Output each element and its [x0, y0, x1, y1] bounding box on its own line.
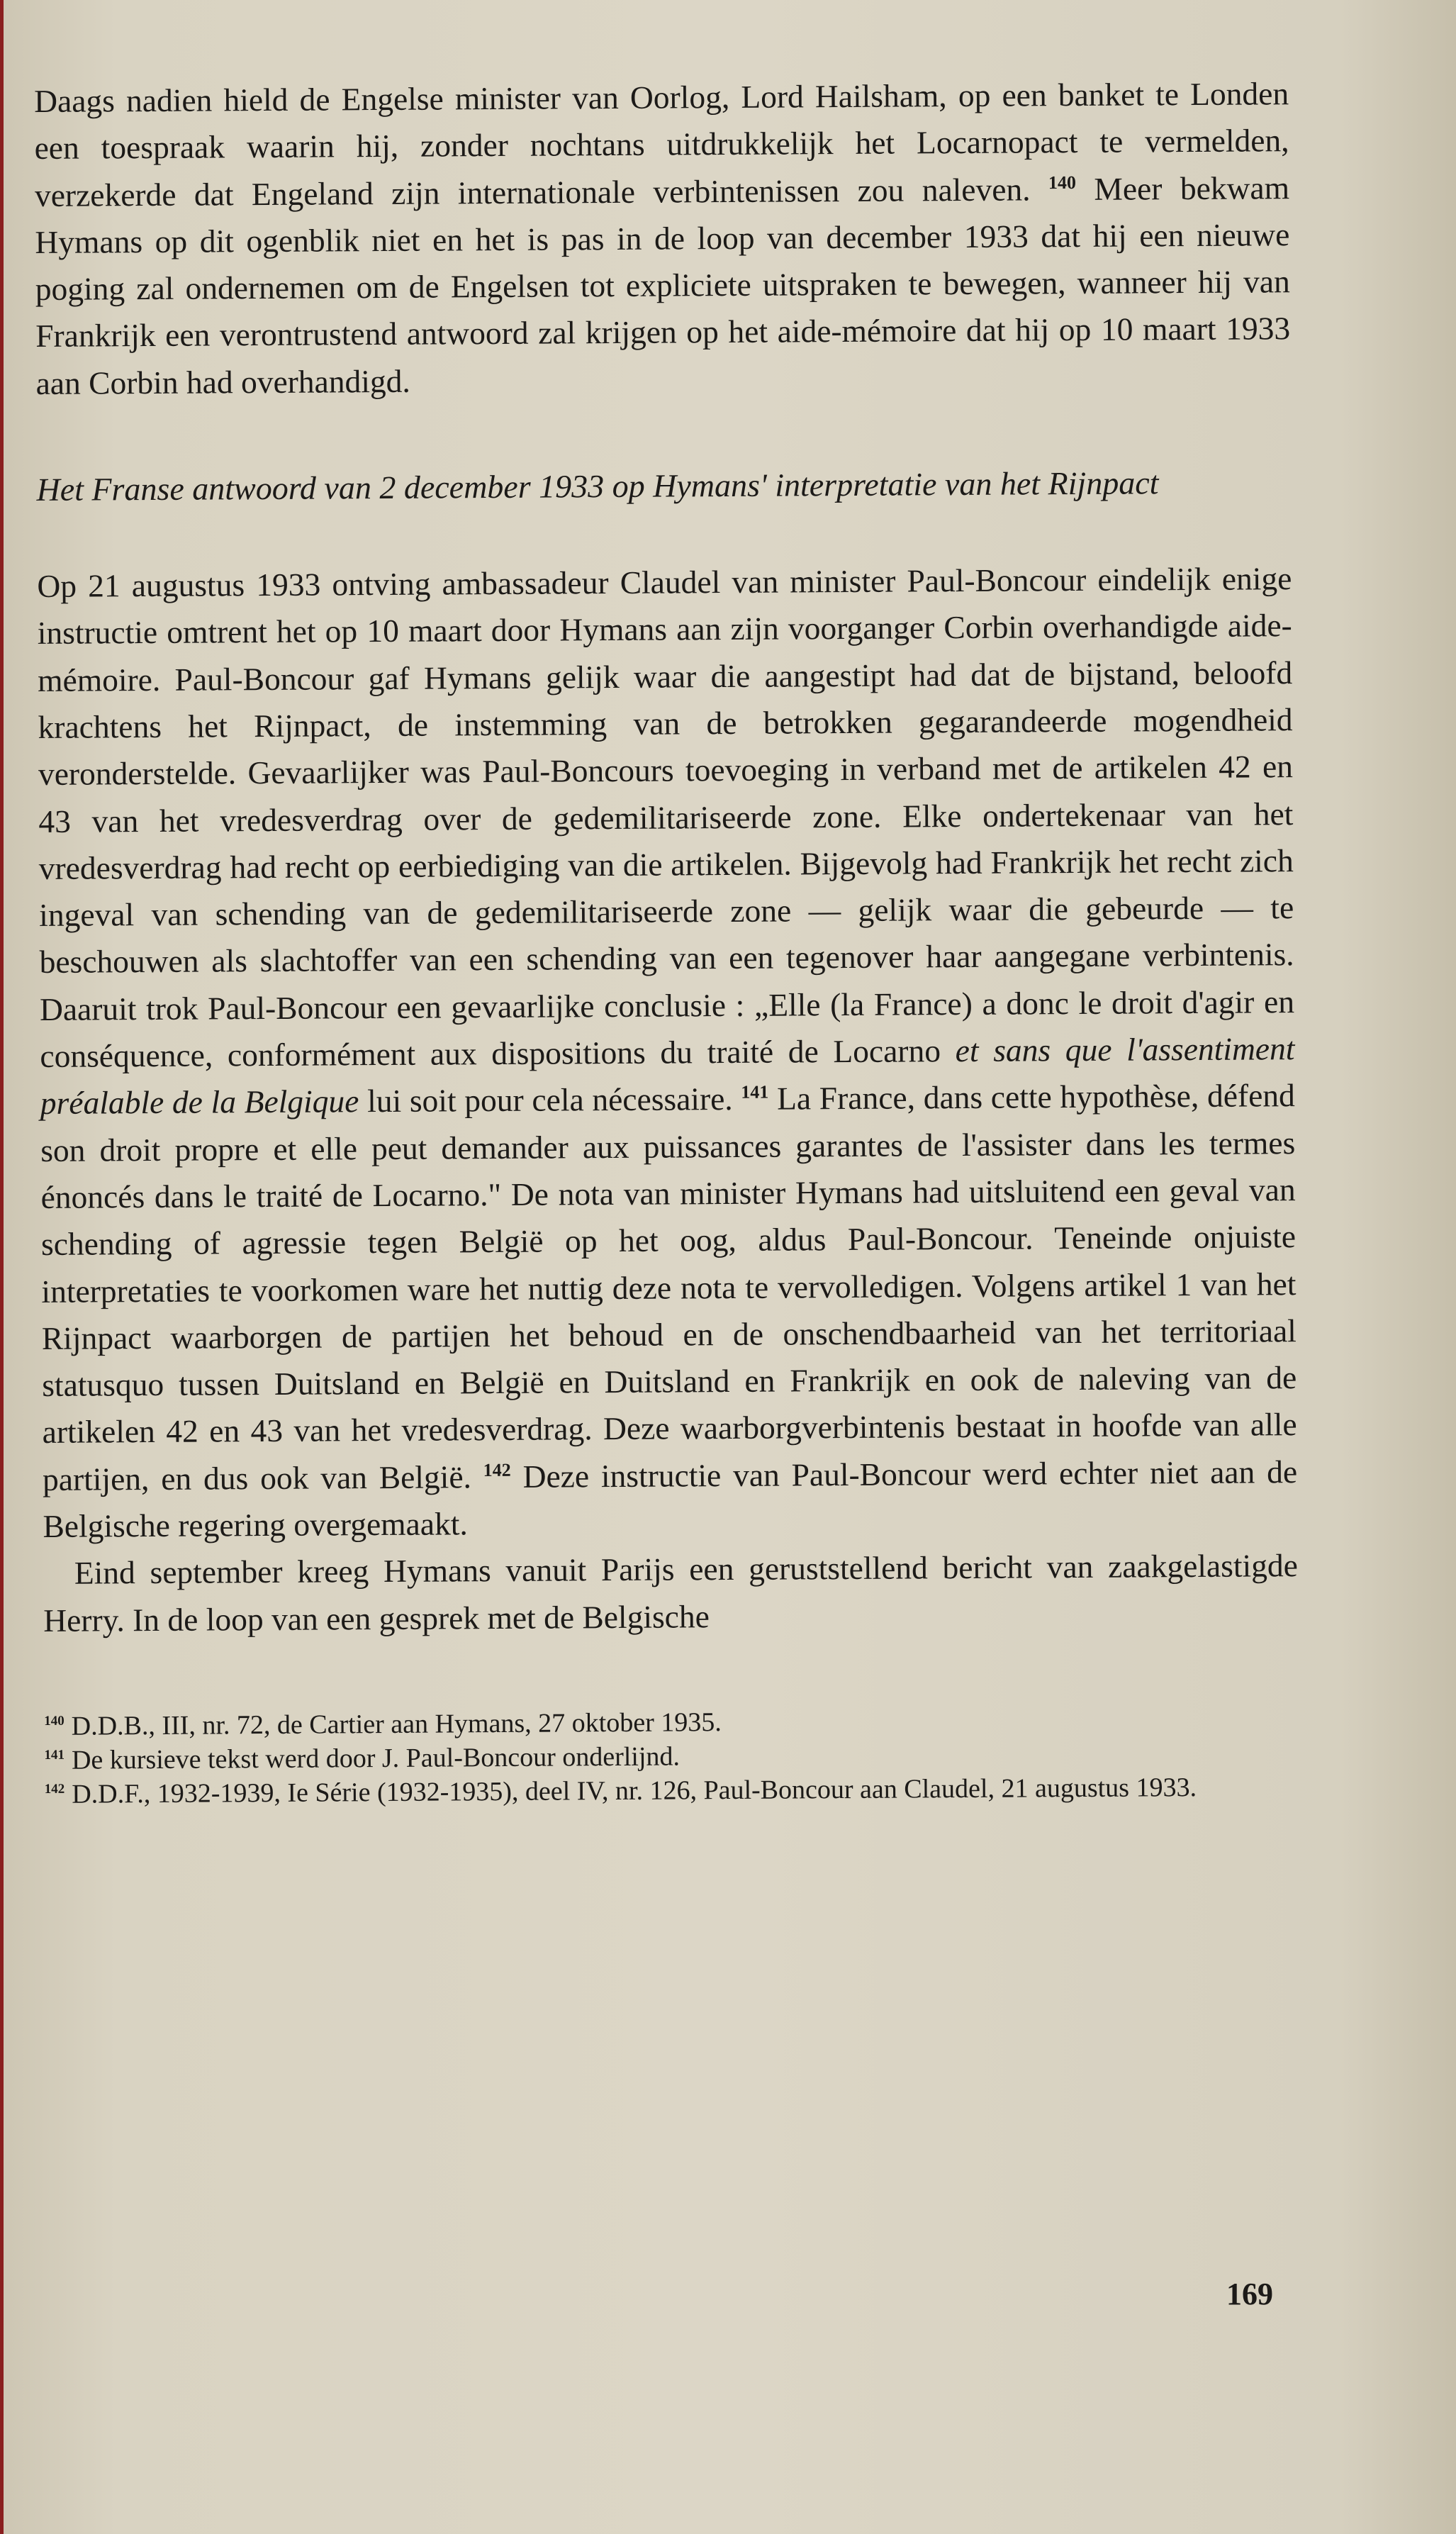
- footnote-ref-140: 140: [1048, 172, 1077, 193]
- paragraph-2-italic-quote: et sans que l'assentiment préalable de la Belgique: [40, 1030, 1295, 1122]
- paragraph-2-text-a: Op 21 augustus 1933 ontving ambassadeur Claudel van minister Paul-Boncour eindelijk enige instructie omtrent het op 10 maart door Hymans aan zijn voorganger Corbin overhandigde aide-mémoire. Paul-Boncour gaf Hymans gelijk waar die aangestipt had dat de bijstand, beloofd krachtens het Rijnpact, de instemming van de betrokken gegarandeerde mogendheid veronderstelde. Gevaarlijker was Paul-Boncours toevoeging in verband met de artikelen 42 en 43 van het vredesverdrag over de gedemilitariseerde zone. Elke ondertekenaar van het vredesverdrag had recht op eerbiediging van die artikelen. Bijgevolg had Frankrijk het recht zich ingeval van schending van de gedemilitariseerde zone — gelijk waar die gebeurde — te beschouwen als slachtoffer van een schending van een tegenover haar aangegane verbintenis. Daaruit trok Paul-Boncour een gevaarlijke conclusie : „Elle (la France) a donc le droit d'agir en conséquence, conformément aux dispositions du traité de Locarno: [37, 560, 1295, 1075]
- footnote-text: D.D.F., 1932-1939, Ie Série (1932-1935), deel IV, nr. 126, Paul-Boncour aan Claudel, 21 augustus 1933.: [72, 1772, 1197, 1809]
- page-number: 169: [1226, 2277, 1273, 2311]
- paragraph-1-text: Daags nadien hield de Engelse minister van Oorlog, Lord Hailsham, op een banket te Londen een toespraak waarin hij, zonder nochtans uitdrukkelijk het Locarnopact te vermelden, verzekerde dat Engeland zijn internationale verbintenissen zou naleven.: [34, 75, 1289, 213]
- paragraph-1-text-cont: Meer bekwam Hymans op dit ogenblik niet en het is pas in de loop van december 1933 dat hij een nieuwe poging zal ondernemen om de Engelsen tot expliciete uitspraken te bewegen, wanneer hij van Frankrijk een verontrustend antwoord zal krijgen op het aide-mémoire dat hij op 10 maart 1933 aan Corbin had overhandigd.: [35, 169, 1291, 401]
- footnote-number: 142: [44, 1782, 65, 1797]
- paragraph-2-text-d: Deze instructie van Paul-Boncour werd echter niet aan de Belgische regering overgemaakt.: [43, 1453, 1298, 1544]
- footnote-ref-141: 141: [741, 1081, 769, 1103]
- footnote-text: De kursieve tekst werd door J. Paul-Boncour onderlijnd.: [71, 1741, 681, 1775]
- footnote-ref-142: 142: [483, 1459, 511, 1480]
- paragraph-2-text-c: La France, dans cette hypothèse, défend son droit propre et elle peut demander aux puissances garantes de l'assister dans les termes énoncés dans le traité de Locarno." De nota van minister Hymans had uitsluitend een geval van schending of agressie tegen België op het oog, aldus Paul-Boncour. Teneinde onjuiste interpretaties te voorkomen ware het nuttig deze nota te vervolledigen. Volgens artikel 1 van het Rijnpact waarborgen de partijen het behoud en de onschendbaarheid van het territoriaal statusquo tussen Duitsland en België en Duitsland en Frankrijk en ook de naleving van de artikelen 42 en 43 van het vredesverdrag. Deze waarborgverbintenis bestaat in hoofde van alle partijen, en dus ook van België.: [40, 1077, 1297, 1497]
- section-heading: Het Franse antwoord van 2 december 1933 op Hymans' interpretatie van het Rijnpact: [36, 464, 1159, 508]
- paragraph-3: Eind september kreeg Hymans vanuit Parijs een geruststellend bericht van zaakgelastigde Herry. In de loop van een gesprek met de Belgische: [43, 1547, 1299, 1639]
- footnote-number: 141: [44, 1748, 65, 1763]
- paragraph-2: [37, 555, 1297, 1550]
- paragraph-1: [34, 70, 1291, 407]
- footnote-number: 140: [44, 1714, 65, 1729]
- footnote-142: [45, 1770, 1299, 1812]
- footnote-text: D.D.B., III, nr. 72, de Cartier aan Hymans, 27 oktober 1935.: [71, 1707, 722, 1741]
- page-edge-binding: [0, 0, 4, 2534]
- page-body: [34, 70, 1299, 1812]
- footnotes: [44, 1702, 1299, 1812]
- paragraph-2-text-b: lui soit pour cela nécessaire.: [366, 1081, 733, 1120]
